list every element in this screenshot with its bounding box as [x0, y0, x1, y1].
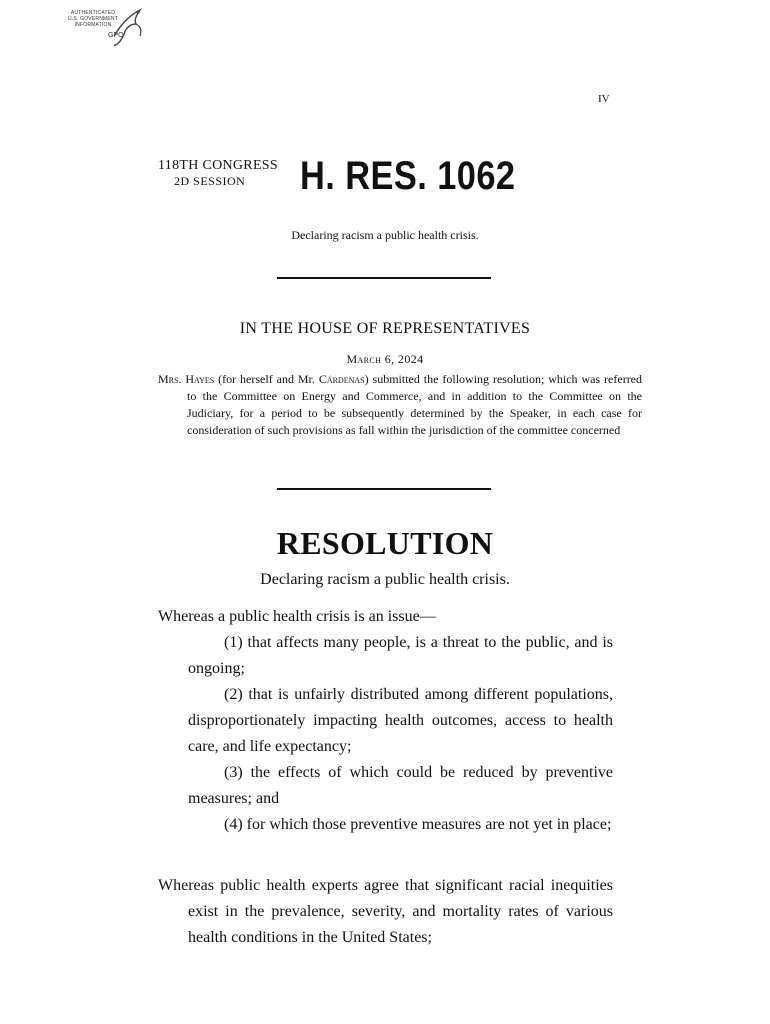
gpo-authentication-seal [62, 6, 148, 48]
action-text: ) submitted the following resolution; which was referred to the Committee on Energy and Commerce, and in addition to the Committee on the Judiciary, for a period to be subsequently determined by the Speaker, in each case for consideration of such provisions as fall within the jurisdiction of the committee concerned [187, 372, 643, 437]
whereas-clause [158, 873, 613, 951]
congress-number: 118TH CONGRESS [158, 158, 278, 173]
seal-gpo-label: GPO [108, 32, 124, 39]
numbered-clause: (1) that affects many people, is a threat to the public, and is ongoing; [188, 634, 613, 677]
whereas-text: Whereas public health experts agree that significant racial inequities exist in the prevalence, severity, and mortality rates of various health conditions in the United States; [158, 877, 613, 946]
resolution-subtitle: Declaring racism a public health crisis. [260, 571, 510, 588]
seal-line: AUTHENTICATED [70, 10, 116, 16]
introduction-date: March 6, 2024 [346, 352, 424, 366]
cosponsor-name: Cárdenas [318, 372, 365, 386]
whereas-clause [158, 604, 613, 838]
numbered-clause: (2) that is unfairly distributed among different populations, disproportionately impacting health outcomes, access to health care, and life expectancy; [188, 686, 613, 755]
resolution-heading: RESOLUTION [276, 525, 494, 561]
divider-rule [277, 277, 491, 279]
eagle-icon [110, 6, 148, 48]
divider-rule [277, 488, 491, 490]
sponsor-name: Mrs. Hayes [158, 372, 215, 386]
session-number: 2D SESSION [174, 174, 246, 188]
short-title: Declaring racism a public health crisis. [291, 228, 479, 242]
seal-line: INFORMATION [74, 22, 112, 28]
seal-line: U.S. GOVERNMENT [68, 16, 118, 22]
numbered-clause: (3) the effects of which could be reduced by preventive measures; and [188, 764, 613, 807]
numbered-clause: (4) for which those preventive measures are not yet in place; [224, 816, 612, 833]
calendar-mark: IV [598, 93, 610, 105]
bill-number: H. RES. 1062 [300, 154, 516, 198]
action-paragraph [158, 371, 642, 439]
cosponsor-prefix: (for herself and Mr. [218, 372, 319, 386]
whereas-intro: Whereas a public health crisis is an issue— [158, 608, 436, 625]
chamber-heading: IN THE HOUSE OF REPRESENTATIVES [239, 320, 531, 337]
